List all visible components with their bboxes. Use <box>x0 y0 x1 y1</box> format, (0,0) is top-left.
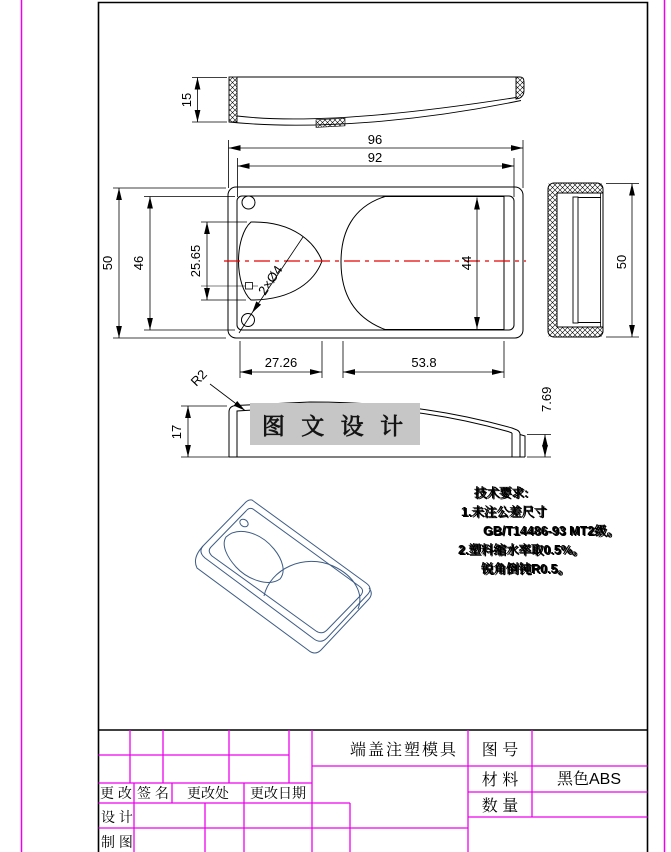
titleblock-material-label: 材 料 <box>481 772 519 789</box>
dim-53-8: 53.8 <box>411 355 437 370</box>
dim-27-26: 27.26 <box>264 355 298 370</box>
note-line-5: 锐角倒钝R0.5。 <box>481 562 570 576</box>
note-line-3: GB/T14486-93 MT2级。 <box>483 524 620 538</box>
dim-plan <box>113 188 504 378</box>
titleblock-draft-label: 制 图 <box>101 834 133 850</box>
dim-top-section <box>192 78 227 123</box>
dim-92: 92 <box>367 150 383 165</box>
watermark: 图 文 设 计 <box>250 403 420 445</box>
dim-holes: 2×Ø4 <box>255 262 286 298</box>
view-top-section <box>229 77 524 127</box>
dim-widths <box>229 140 524 197</box>
dim-50-right: 50 <box>614 254 629 270</box>
dim-r2: R2 <box>187 366 210 390</box>
titleblock-change-label: 更 改 <box>100 785 132 801</box>
technical-notes <box>428 484 646 579</box>
note-line-1: 技术要求: <box>474 486 529 500</box>
dim-15: 15 <box>179 92 194 108</box>
titleblock-sign-label: 签 名 <box>137 785 169 801</box>
titleblock-part-name: 端盖注塑模具 <box>349 742 459 759</box>
titleblock-change-place-label: 更改处 <box>187 785 229 801</box>
view-side-section <box>548 183 603 337</box>
note-line-2: 1.未注公差尺寸 <box>461 505 547 519</box>
dim-17: 17 <box>169 424 184 440</box>
titleblock-material-value: 黑色ABS <box>556 771 622 788</box>
dim-25-65: 25.65 <box>188 244 203 278</box>
dim-44: 44 <box>459 255 474 271</box>
titleblock-quantity-label: 数 量 <box>481 798 519 815</box>
dim-50-left: 50 <box>100 255 115 271</box>
titleblock-design-label: 设 计 <box>101 809 133 825</box>
dim-46: 46 <box>131 255 146 271</box>
view-isometric <box>195 500 371 653</box>
note-line-4: 2.塑料缩水率取0.5%。 <box>458 543 585 557</box>
dim-7-69: 7.69 <box>539 386 554 412</box>
titleblock-drawing-no-label: 图 号 <box>481 742 519 759</box>
dim-96: 96 <box>367 132 383 147</box>
titleblock-change-date-label: 更改日期 <box>250 785 306 801</box>
